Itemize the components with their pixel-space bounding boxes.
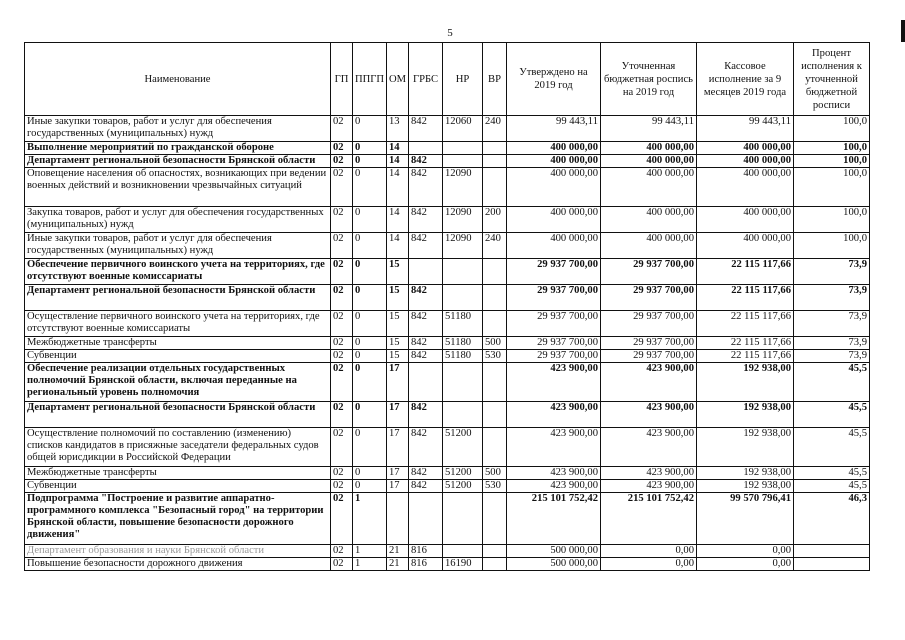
table-row	[25, 350, 870, 363]
cell-cash: 22 115 117,66	[697, 285, 794, 311]
cell-percent: 73,9	[794, 259, 870, 285]
cell-refined: 29 937 700,00	[601, 285, 697, 311]
cell-refined: 400 000,00	[601, 207, 697, 233]
cell-refined: 99 443,11	[601, 116, 697, 142]
cell-cash: 99 443,11	[697, 116, 794, 142]
cell-percent: 46,3	[794, 493, 870, 545]
header-vr: ВР	[483, 43, 507, 116]
cell-gp: 02	[331, 285, 353, 311]
table-row	[25, 259, 870, 285]
cell-approved: 400 000,00	[507, 142, 601, 155]
cell-approved: 400 000,00	[507, 155, 601, 168]
cell-name: Иные закупки товаров, работ и услуг для обеспечения государственных (муниципальных) нужд	[25, 233, 331, 259]
cell-vr	[483, 311, 507, 337]
cell-vr	[483, 545, 507, 558]
cell-gp: 02	[331, 337, 353, 350]
cell-name: Субвенции	[25, 350, 331, 363]
cell-grbs: 842	[409, 285, 443, 311]
cell-gp: 02	[331, 155, 353, 168]
cell-nr: 12090	[443, 207, 483, 233]
cell-pp: 0	[353, 428, 387, 467]
cell-refined: 29 937 700,00	[601, 259, 697, 285]
cell-approved: 400 000,00	[507, 207, 601, 233]
cell-nr: 51180	[443, 311, 483, 337]
cell-grbs: 842	[409, 337, 443, 350]
table-row	[25, 428, 870, 467]
cell-pp: 0	[353, 350, 387, 363]
cell-om: 17	[387, 467, 409, 480]
cell-vr	[483, 558, 507, 571]
header-approved: Утверждено на 2019 год	[507, 43, 601, 116]
cell-percent: 45,5	[794, 480, 870, 493]
cell-gp: 02	[331, 350, 353, 363]
cell-grbs: 842	[409, 402, 443, 428]
cell-pp: 0	[353, 363, 387, 402]
cell-pp: 0	[353, 337, 387, 350]
cell-gp: 02	[331, 233, 353, 259]
cell-gp: 02	[331, 545, 353, 558]
cell-vr: 240	[483, 116, 507, 142]
cell-percent: 100,0	[794, 155, 870, 168]
cell-om: 15	[387, 337, 409, 350]
cell-om: 15	[387, 259, 409, 285]
cell-cash: 22 115 117,66	[697, 259, 794, 285]
cell-gp: 02	[331, 493, 353, 545]
cell-approved: 400 000,00	[507, 233, 601, 259]
table-row	[25, 558, 870, 571]
cell-name: Межбюджетные трансферты	[25, 337, 331, 350]
cell-om: 14	[387, 168, 409, 207]
cell-nr: 12090	[443, 233, 483, 259]
header-nr: НР	[443, 43, 483, 116]
cell-refined: 423 900,00	[601, 428, 697, 467]
cell-grbs	[409, 363, 443, 402]
cell-approved: 423 900,00	[507, 363, 601, 402]
cell-grbs: 842	[409, 233, 443, 259]
cell-percent: 73,9	[794, 337, 870, 350]
cell-percent: 45,5	[794, 467, 870, 480]
cell-nr	[443, 259, 483, 285]
cell-nr	[443, 545, 483, 558]
cell-grbs	[409, 259, 443, 285]
cell-name: Закупка товаров, работ и услуг для обеспечения государственных (муниципальных) нужд	[25, 207, 331, 233]
cell-cash: 99 570 796,41	[697, 493, 794, 545]
cell-vr: 500	[483, 337, 507, 350]
cell-name: Выполнение мероприятий по гражданской обороне	[25, 142, 331, 155]
cell-gp: 02	[331, 311, 353, 337]
cell-percent: 100,0	[794, 142, 870, 155]
cell-om: 14	[387, 233, 409, 259]
cell-cash: 400 000,00	[697, 155, 794, 168]
table-header-row	[25, 43, 870, 116]
cell-pp: 0	[353, 168, 387, 207]
table-row	[25, 311, 870, 337]
cell-gp: 02	[331, 480, 353, 493]
cell-vr: 500	[483, 467, 507, 480]
cell-nr	[443, 285, 483, 311]
cell-approved: 29 937 700,00	[507, 337, 601, 350]
cell-approved: 423 900,00	[507, 467, 601, 480]
cell-nr: 51180	[443, 350, 483, 363]
cell-grbs: 842	[409, 428, 443, 467]
cell-vr	[483, 363, 507, 402]
cell-percent: 73,9	[794, 285, 870, 311]
cell-pp: 0	[353, 285, 387, 311]
cell-name: Межбюджетные трансферты	[25, 467, 331, 480]
cell-approved: 500 000,00	[507, 558, 601, 571]
cell-om: 14	[387, 142, 409, 155]
page-number: 5	[447, 27, 453, 39]
cell-approved: 29 937 700,00	[507, 311, 601, 337]
cell-grbs: 816	[409, 545, 443, 558]
cell-grbs: 842	[409, 480, 443, 493]
cell-nr: 51200	[443, 467, 483, 480]
cell-approved: 423 900,00	[507, 480, 601, 493]
cell-grbs	[409, 142, 443, 155]
cell-gp: 02	[331, 259, 353, 285]
cell-refined: 29 937 700,00	[601, 350, 697, 363]
cell-vr: 240	[483, 233, 507, 259]
cell-approved: 29 937 700,00	[507, 285, 601, 311]
cell-gp: 02	[331, 428, 353, 467]
cell-vr	[483, 142, 507, 155]
table-row	[25, 545, 870, 558]
cell-refined: 423 900,00	[601, 480, 697, 493]
cell-om: 15	[387, 285, 409, 311]
cell-om: 15	[387, 311, 409, 337]
cell-percent: 45,5	[794, 363, 870, 402]
cell-pp: 0	[353, 259, 387, 285]
cell-nr: 12060	[443, 116, 483, 142]
cell-gp: 02	[331, 558, 353, 571]
cell-nr: 51200	[443, 480, 483, 493]
cell-refined: 29 937 700,00	[601, 337, 697, 350]
cell-refined: 0,00	[601, 545, 697, 558]
cell-name: Иные закупки товаров, работ и услуг для обеспечения государственных (муниципальных) нужд	[25, 116, 331, 142]
cell-om: 14	[387, 207, 409, 233]
cell-name: Департамент региональной безопасности Брянской области	[25, 285, 331, 311]
cell-percent: 73,9	[794, 350, 870, 363]
cell-pp: 1	[353, 493, 387, 545]
cell-nr: 51180	[443, 337, 483, 350]
cell-approved: 29 937 700,00	[507, 350, 601, 363]
cell-refined: 215 101 752,42	[601, 493, 697, 545]
cell-gp: 02	[331, 116, 353, 142]
cell-cash: 192 938,00	[697, 480, 794, 493]
cell-refined: 423 900,00	[601, 402, 697, 428]
cell-name: Департамент образования и науки Брянской области	[25, 545, 331, 558]
cell-om: 13	[387, 116, 409, 142]
cell-nr	[443, 402, 483, 428]
budget-table	[24, 42, 870, 571]
cell-name: Обеспечение первичного воинского учета на территориях, где отсутствуют военные комиссариаты	[25, 259, 331, 285]
cell-vr: 530	[483, 350, 507, 363]
cell-pp: 0	[353, 142, 387, 155]
cell-cash: 400 000,00	[697, 142, 794, 155]
cell-vr	[483, 493, 507, 545]
cell-om: 17	[387, 480, 409, 493]
cell-nr	[443, 363, 483, 402]
cell-approved: 423 900,00	[507, 428, 601, 467]
margin-mark	[901, 20, 905, 42]
cell-name: Осуществление полномочий по составлению (изменению) списков кандидатов в присяжные заседатели федеральных судов общей юрисдикции в Российской Федерации	[25, 428, 331, 467]
table-row	[25, 493, 870, 545]
table-row	[25, 142, 870, 155]
table-row	[25, 467, 870, 480]
table-row	[25, 285, 870, 311]
cell-refined: 400 000,00	[601, 142, 697, 155]
table-row	[25, 233, 870, 259]
cell-name: Оповещение населения об опасностях, возникающих при ведении военных действий и возникновении чрезвычайных ситуаций	[25, 168, 331, 207]
cell-percent: 100,0	[794, 207, 870, 233]
cell-refined: 0,00	[601, 558, 697, 571]
header-pp: ППГП	[353, 43, 387, 116]
cell-cash: 400 000,00	[697, 233, 794, 259]
cell-pp: 0	[353, 467, 387, 480]
cell-name: Субвенции	[25, 480, 331, 493]
cell-cash: 400 000,00	[697, 168, 794, 207]
cell-percent	[794, 545, 870, 558]
cell-cash: 192 938,00	[697, 428, 794, 467]
cell-percent: 45,5	[794, 402, 870, 428]
cell-gp: 02	[331, 207, 353, 233]
cell-pp: 0	[353, 311, 387, 337]
cell-cash: 192 938,00	[697, 402, 794, 428]
table-row	[25, 207, 870, 233]
cell-refined: 400 000,00	[601, 168, 697, 207]
cell-grbs: 842	[409, 311, 443, 337]
cell-pp: 0	[353, 480, 387, 493]
cell-approved: 500 000,00	[507, 545, 601, 558]
header-percent: Процент исполнения к уточненной бюджетной росписи	[794, 43, 870, 116]
cell-grbs: 842	[409, 116, 443, 142]
cell-om: 17	[387, 363, 409, 402]
cell-name: Подпрограмма "Построение и развитие аппаратно-программного комплекса "Безопасный город" на территории Брянской области, повышение безопасности дорожного движения"	[25, 493, 331, 545]
cell-vr	[483, 428, 507, 467]
cell-nr	[443, 155, 483, 168]
cell-approved: 400 000,00	[507, 168, 601, 207]
cell-percent: 100,0	[794, 168, 870, 207]
cell-pp: 1	[353, 545, 387, 558]
header-name: Наименование	[25, 43, 331, 116]
cell-grbs: 842	[409, 350, 443, 363]
cell-nr	[443, 142, 483, 155]
header-gp: ГП	[331, 43, 353, 116]
header-cash: Кассовое исполнение за 9 месяцев 2019 года	[697, 43, 794, 116]
cell-refined: 400 000,00	[601, 155, 697, 168]
cell-vr	[483, 285, 507, 311]
cell-cash: 400 000,00	[697, 207, 794, 233]
cell-refined: 400 000,00	[601, 233, 697, 259]
cell-refined: 29 937 700,00	[601, 311, 697, 337]
cell-grbs: 842	[409, 467, 443, 480]
cell-cash: 22 115 117,66	[697, 350, 794, 363]
cell-nr: 51200	[443, 428, 483, 467]
cell-cash: 0,00	[697, 558, 794, 571]
cell-approved: 29 937 700,00	[507, 259, 601, 285]
table-row	[25, 155, 870, 168]
table-row	[25, 402, 870, 428]
cell-approved: 99 443,11	[507, 116, 601, 142]
cell-name: Повышение безопасности дорожного движения	[25, 558, 331, 571]
table-row	[25, 337, 870, 350]
cell-percent: 100,0	[794, 116, 870, 142]
cell-grbs	[409, 493, 443, 545]
table-row	[25, 168, 870, 207]
cell-nr: 12090	[443, 168, 483, 207]
cell-om: 15	[387, 350, 409, 363]
table-row	[25, 116, 870, 142]
cell-approved: 423 900,00	[507, 402, 601, 428]
cell-refined: 423 900,00	[601, 467, 697, 480]
cell-percent: 100,0	[794, 233, 870, 259]
cell-pp: 0	[353, 155, 387, 168]
cell-om: 14	[387, 155, 409, 168]
cell-pp: 0	[353, 233, 387, 259]
cell-pp: 0	[353, 402, 387, 428]
cell-grbs: 816	[409, 558, 443, 571]
header-grbs: ГРБС	[409, 43, 443, 116]
cell-vr: 530	[483, 480, 507, 493]
cell-refined: 423 900,00	[601, 363, 697, 402]
cell-vr	[483, 402, 507, 428]
cell-om: 17	[387, 428, 409, 467]
cell-vr	[483, 259, 507, 285]
cell-name: Департамент региональной безопасности Брянской области	[25, 402, 331, 428]
cell-om	[387, 493, 409, 545]
header-om: ОМ	[387, 43, 409, 116]
table-row	[25, 363, 870, 402]
table-row	[25, 480, 870, 493]
cell-name: Обеспечение реализации отдельных государственных полномочий Брянской области, включая переданные на региональный уровень полномочия	[25, 363, 331, 402]
cell-pp: 0	[353, 207, 387, 233]
cell-gp: 02	[331, 363, 353, 402]
cell-grbs: 842	[409, 207, 443, 233]
cell-vr	[483, 168, 507, 207]
cell-om: 21	[387, 558, 409, 571]
cell-pp: 1	[353, 558, 387, 571]
cell-gp: 02	[331, 142, 353, 155]
cell-cash: 192 938,00	[697, 363, 794, 402]
cell-om: 17	[387, 402, 409, 428]
cell-gp: 02	[331, 168, 353, 207]
cell-nr: 16190	[443, 558, 483, 571]
cell-vr	[483, 155, 507, 168]
cell-percent: 73,9	[794, 311, 870, 337]
cell-approved: 215 101 752,42	[507, 493, 601, 545]
cell-cash: 0,00	[697, 545, 794, 558]
cell-percent: 45,5	[794, 428, 870, 467]
cell-vr: 200	[483, 207, 507, 233]
cell-pp: 0	[353, 116, 387, 142]
header-refined: Уточненная бюджетная роспись на 2019 год	[601, 43, 697, 116]
cell-grbs: 842	[409, 168, 443, 207]
cell-gp: 02	[331, 467, 353, 480]
cell-grbs: 842	[409, 155, 443, 168]
cell-nr	[443, 493, 483, 545]
cell-gp: 02	[331, 402, 353, 428]
cell-percent	[794, 558, 870, 571]
cell-cash: 22 115 117,66	[697, 311, 794, 337]
cell-name: Департамент региональной безопасности Брянской области	[25, 155, 331, 168]
cell-om: 21	[387, 545, 409, 558]
cell-cash: 192 938,00	[697, 467, 794, 480]
cell-cash: 22 115 117,66	[697, 337, 794, 350]
cell-name: Осуществление первичного воинского учета на территориях, где отсутствуют военные комиссариаты	[25, 311, 331, 337]
